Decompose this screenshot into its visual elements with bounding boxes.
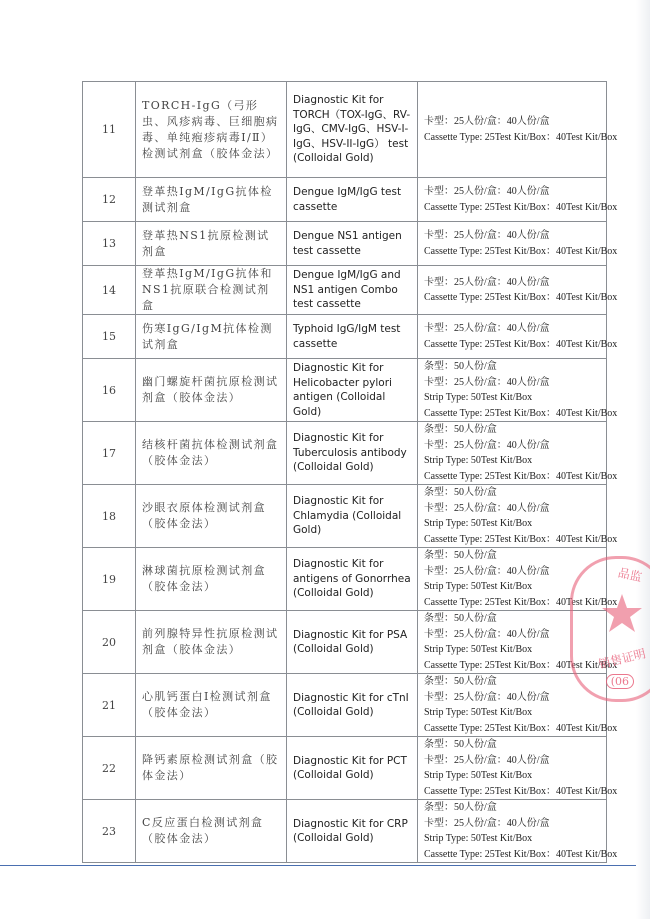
spec-line: Cassette Type: 25Test Kit/Box：40Test Kit/Box bbox=[424, 470, 618, 482]
row-number: 12 bbox=[83, 178, 136, 222]
table-row bbox=[83, 674, 607, 737]
product-name-cn: 伤寒IgG/IgM抗体检测试剂盒 bbox=[136, 315, 287, 359]
product-name-cn: 登革热IgM/IgG抗体和NS1抗原联合检测试剂盒 bbox=[136, 266, 287, 315]
spec-line: Cassette Type: 25Test Kit/Box：40Test Kit/Box bbox=[424, 407, 618, 419]
spec-line: Strip Type: 50Test Kit/Box bbox=[424, 707, 533, 718]
package-specs bbox=[418, 737, 618, 800]
spec-line: 卡型：25人份/盒：40人份/盒 bbox=[424, 502, 550, 514]
table-row bbox=[83, 800, 607, 863]
table-row bbox=[83, 315, 607, 359]
row-number: 11 bbox=[83, 82, 136, 178]
table-row bbox=[83, 422, 607, 485]
spec-line: Cassette Type: 25Test Kit/Box：40Test Kit/Box bbox=[424, 131, 618, 143]
spec-line: 卡型：25人份/盒：40人份/盒 bbox=[424, 439, 550, 451]
spec-line: Cassette Type: 25Test Kit/Box：40Test Kit/Box bbox=[424, 596, 618, 608]
spec-line: 条型：50人份/盒 bbox=[424, 613, 497, 624]
spec-line: Strip Type: 50Test Kit/Box bbox=[424, 392, 533, 403]
spec-line: Cassette Type: 25Test Kit/Box：40Test Kit/Box bbox=[424, 245, 618, 257]
spec-line: 卡型：25人份/盒：40人份/盒 bbox=[424, 628, 550, 640]
row-number: 23 bbox=[83, 800, 136, 863]
table-row bbox=[83, 548, 607, 611]
product-table bbox=[82, 81, 618, 863]
product-name-en: Diagnostic Kit for TORCH（TOX-IgG、RV-IgG、CMV-IgG、HSV-I-IgG、HSV-II-IgG） test (Colloidal Gold) bbox=[287, 82, 418, 178]
product-name-en: Diagnostic Kit for antigens of Gonorrhea (Colloidal Gold) bbox=[287, 548, 418, 611]
product-name-en: Dengue IgM/IgG and NS1 antigen Combo test cassette bbox=[287, 266, 418, 315]
table-row bbox=[83, 266, 607, 315]
spec-line: Cassette Type: 25Test Kit/Box：40Test Kit/Box bbox=[424, 338, 618, 350]
product-name-en: Dengue IgM/IgG test cassette bbox=[287, 178, 418, 222]
table-row bbox=[83, 178, 607, 222]
spec-line: 条型：50人份/盒 bbox=[424, 550, 497, 561]
page-edge-shadow bbox=[636, 0, 650, 919]
spec-line: Strip Type: 50Test Kit/Box bbox=[424, 644, 533, 655]
row-number: 16 bbox=[83, 359, 136, 422]
product-name-cn: TORCH-IgG（弓形虫、风疹病毒、巨细胞病毒、单纯疱疹病毒Ⅰ/Ⅱ）检测试剂盒（胶体金法） bbox=[136, 82, 287, 178]
spec-line: 条型：50人份/盒 bbox=[424, 361, 497, 372]
spec-line: Cassette Type: 25Test Kit/Box：40Test Kit/Box bbox=[424, 201, 618, 213]
product-name-en: Diagnostic Kit for PCT (Colloidal Gold) bbox=[287, 737, 418, 800]
product-name-en: Diagnostic Kit for Chlamydia (Colloidal Gold) bbox=[287, 485, 418, 548]
product-name-cn: 结核杆菌抗体检测试剂盒（胶体金法） bbox=[136, 422, 287, 485]
spec-line: 卡型：25人份/盒：40人份/盒 bbox=[424, 230, 550, 241]
spec-line: 条型：50人份/盒 bbox=[424, 424, 497, 435]
package-specs bbox=[418, 422, 618, 485]
package-specs bbox=[418, 359, 618, 422]
spec-line: Cassette Type: 25Test Kit/Box：40Test Kit/Box bbox=[424, 533, 618, 545]
row-number: 15 bbox=[83, 315, 136, 359]
spec-line: 卡型：25人份/盒：40人份/盒 bbox=[424, 323, 550, 334]
footer-rule bbox=[0, 865, 636, 866]
row-number: 21 bbox=[83, 674, 136, 737]
package-specs bbox=[418, 315, 618, 359]
spec-line: Strip Type: 50Test Kit/Box bbox=[424, 455, 533, 466]
spec-line: 卡型：25人份/盒：40人份/盒 bbox=[424, 565, 550, 577]
spec-line: Cassette Type: 25Test Kit/Box：40Test Kit/Box bbox=[424, 848, 618, 860]
spec-line: Cassette Type: 25Test Kit/Box：40Test Kit/Box bbox=[424, 292, 618, 303]
spec-line: 卡型：25人份/盒：40人份/盒 bbox=[424, 817, 550, 829]
package-specs bbox=[418, 800, 618, 863]
spec-line: 条型：50人份/盒 bbox=[424, 676, 497, 687]
product-name-cn: 降钙素原检测试剂盒（胶体金法） bbox=[136, 737, 287, 800]
spec-line: Cassette Type: 25Test Kit/Box：40Test Kit/Box bbox=[424, 785, 618, 797]
package-specs bbox=[418, 266, 618, 315]
package-specs bbox=[418, 178, 618, 222]
package-specs bbox=[418, 485, 618, 548]
seal-number: (06 bbox=[606, 674, 634, 689]
product-name-cn: 幽门螺旋杆菌抗原检测试剂盒（胶体金法） bbox=[136, 359, 287, 422]
product-name-cn: 淋球菌抗原检测试剂盒（胶体金法） bbox=[136, 548, 287, 611]
product-name-en: Diagnostic Kit for Tuberculosis antibody (Colloidal Gold) bbox=[287, 422, 418, 485]
row-number: 13 bbox=[83, 222, 136, 266]
spec-line: 卡型：25人份/盒：40人份/盒 bbox=[424, 376, 550, 388]
product-name-cn: 心肌钙蛋白Ⅰ检测试剂盒（胶体金法） bbox=[136, 674, 287, 737]
product-name-cn: 登革热IgM/IgG抗体检测试剂盒 bbox=[136, 178, 287, 222]
table-row bbox=[83, 82, 607, 178]
row-number: 19 bbox=[83, 548, 136, 611]
spec-line: Strip Type: 50Test Kit/Box bbox=[424, 770, 533, 781]
table-row bbox=[83, 485, 607, 548]
product-name-cn: 登革热NS1抗原检测试剂盒 bbox=[136, 222, 287, 266]
spec-line: Cassette Type: 25Test Kit/Box：40Test Kit/Box bbox=[424, 722, 618, 734]
product-name-cn: 沙眼衣原体检测试剂盒（胶体金法） bbox=[136, 485, 287, 548]
package-specs bbox=[418, 222, 618, 266]
table-row bbox=[83, 222, 607, 266]
row-number: 17 bbox=[83, 422, 136, 485]
spec-line: 条型：50人份/盒 bbox=[424, 487, 497, 498]
spec-line: 卡型：25人份/盒：40人份/盒 bbox=[424, 186, 550, 197]
spec-line: 卡型：25人份/盒：40人份/盒 bbox=[424, 116, 550, 127]
package-specs bbox=[418, 82, 618, 178]
spec-line: 条型：50人份/盒 bbox=[424, 802, 497, 813]
spec-line: 卡型：25人份/盒：40人份/盒 bbox=[424, 754, 550, 766]
product-name-en: Diagnostic Kit for PSA (Colloidal Gold) bbox=[287, 611, 418, 674]
row-number: 18 bbox=[83, 485, 136, 548]
spec-line: Strip Type: 50Test Kit/Box bbox=[424, 833, 533, 844]
product-name-en: Dengue NS1 antigen test cassette bbox=[287, 222, 418, 266]
product-name-en: Diagnostic Kit for cTnI (Colloidal Gold) bbox=[287, 674, 418, 737]
seal-text-top: 品监 bbox=[616, 565, 644, 585]
spec-line: 卡型：25人份/盒：40人份/盒 bbox=[424, 691, 550, 703]
spec-line: Strip Type: 50Test Kit/Box bbox=[424, 581, 533, 592]
spec-line: Cassette Type: 25Test Kit/Box：40Test Kit/Box bbox=[424, 659, 618, 671]
product-name-cn: C反应蛋白检测试剂盒（胶体金法） bbox=[136, 800, 287, 863]
spec-line: 卡型：25人份/盒：40人份/盒 bbox=[424, 276, 550, 288]
seal-text-bottom: 销售证明 bbox=[597, 646, 648, 672]
row-number: 22 bbox=[83, 737, 136, 800]
table-row bbox=[83, 359, 607, 422]
spec-line: Strip Type: 50Test Kit/Box bbox=[424, 518, 533, 529]
product-name-en: Typhoid IgG/IgM test cassette bbox=[287, 315, 418, 359]
table-row bbox=[83, 737, 607, 800]
product-name-en: Diagnostic Kit for CRP (Colloidal Gold) bbox=[287, 800, 418, 863]
product-name-en: Diagnostic Kit for Helicobacter pylori antigen (Colloidal Gold) bbox=[287, 359, 418, 422]
table-row bbox=[83, 611, 607, 674]
row-number: 14 bbox=[83, 266, 136, 315]
row-number: 20 bbox=[83, 611, 136, 674]
spec-line: 条型：50人份/盒 bbox=[424, 739, 497, 750]
seal-star-icon bbox=[600, 592, 644, 636]
product-name-cn: 前列腺特异性抗原检测试剂盒（胶体金法） bbox=[136, 611, 287, 674]
